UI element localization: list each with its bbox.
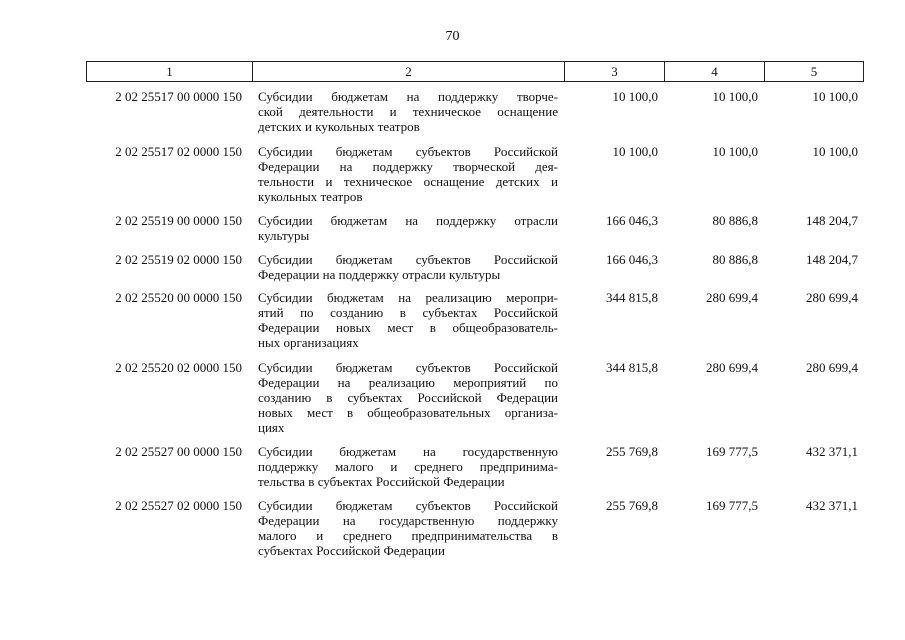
revenue-name-line: Федерации новых мест в общеобразователь- <box>258 320 558 335</box>
revenue-name <box>252 444 564 489</box>
table-row <box>86 360 864 435</box>
amount-col-5: 432 371,1 <box>806 498 858 513</box>
budget-code: 2 02 25519 02 0000 150 <box>115 252 242 267</box>
amount-col-3: 255 769,8 <box>606 498 658 513</box>
amount-col-3: 344 815,8 <box>606 290 658 305</box>
amount-col-4: 280 699,4 <box>706 290 758 305</box>
revenue-name-line: Субсидии бюджетам субъектов Российской <box>258 252 558 267</box>
revenue-name-line: малого и среднего предпринимательства в <box>258 528 558 543</box>
amount-col-4: 10 100,0 <box>712 89 758 104</box>
revenue-name-line: детских и кукольных театров <box>258 119 420 134</box>
revenue-name-line: Субсидии бюджетам на реализацию меропри- <box>258 290 558 305</box>
revenue-name-line: Субсидии бюджетам субъектов Российской <box>258 144 558 159</box>
table-header <box>86 61 864 82</box>
table-body <box>86 89 864 567</box>
revenue-name-line: Субсидии бюджетам на государственную <box>258 444 558 459</box>
amount-col-3: 166 046,3 <box>606 252 658 267</box>
amount-col-3: 255 769,8 <box>606 444 658 459</box>
budget-code: 2 02 25517 00 0000 150 <box>115 89 242 104</box>
revenue-name-line: Федерации на поддержку творческой дея- <box>258 159 558 174</box>
revenue-name-line: поддержку малого и среднего предпринима- <box>258 459 558 474</box>
revenue-name-line: Субсидии бюджетам на поддержку творче- <box>258 89 558 104</box>
revenue-name <box>252 360 564 435</box>
budget-code: 2 02 25527 02 0000 150 <box>115 498 242 513</box>
amount-col-3: 166 046,3 <box>606 213 658 228</box>
amount-col-3: 344 815,8 <box>606 360 658 375</box>
revenue-name-line: ных организациях <box>258 335 359 350</box>
revenue-name-line: Федерации на государственную поддержку <box>258 513 558 528</box>
header-col-5: 5 <box>810 64 818 79</box>
revenue-name <box>252 252 564 282</box>
amount-col-5: 280 699,4 <box>806 290 858 305</box>
revenue-name <box>252 290 564 350</box>
table-row <box>86 498 864 558</box>
revenue-name <box>252 89 564 134</box>
revenue-name <box>252 498 564 558</box>
page-number: 70 <box>445 29 460 44</box>
amount-col-5: 432 371,1 <box>806 444 858 459</box>
header-col-3: 3 <box>565 62 665 81</box>
header-col-4: 4 <box>665 62 765 81</box>
amount-col-5: 280 699,4 <box>806 360 858 375</box>
revenue-name-line: циях <box>258 420 285 435</box>
table-row <box>86 444 864 489</box>
amount-col-4: 80 886,8 <box>712 252 758 267</box>
table-row <box>86 89 864 134</box>
revenue-name-line: кукольных театров <box>258 189 363 204</box>
revenue-name-line: Субсидии бюджетам на поддержку отрасли <box>258 213 558 228</box>
revenue-name-line: Субсидии бюджетам субъектов Российской <box>258 360 558 375</box>
budget-code: 2 02 25527 00 0000 150 <box>115 444 242 459</box>
amount-col-3: 10 100,0 <box>612 144 658 159</box>
amount-col-3: 10 100,0 <box>612 89 658 104</box>
table-row <box>86 144 864 204</box>
header-col-2: 2 <box>253 62 565 81</box>
revenue-name-line: Субсидии бюджетам субъектов Российской <box>258 498 558 513</box>
revenue-name-line: Федерации на поддержку отрасли культуры <box>258 267 501 282</box>
revenue-name-line: тельства в субъектах Российской Федерации <box>258 474 505 489</box>
budget-code: 2 02 25519 00 0000 150 <box>115 213 242 228</box>
amount-col-4: 80 886,8 <box>712 213 758 228</box>
revenue-name-line: новых мест в общеобразовательных организа- <box>258 405 558 420</box>
budget-code: 2 02 25517 02 0000 150 <box>115 144 242 159</box>
revenue-name-line: тельности и техническое оснащение детских и <box>258 174 558 189</box>
revenue-name-line: Федерации на реализацию мероприятий по <box>258 375 558 390</box>
revenue-name-line: ской деятельности и техническое оснащение <box>258 104 558 119</box>
table-row <box>86 252 864 282</box>
revenue-name-line: созданию в субъектах Российской Федерации <box>258 390 558 405</box>
budget-code: 2 02 25520 02 0000 150 <box>115 360 242 375</box>
revenue-name-line: субъектах Российской Федерации <box>258 543 445 558</box>
amount-col-4: 169 777,5 <box>706 444 758 459</box>
revenue-name <box>252 144 564 204</box>
amount-col-4: 280 699,4 <box>706 360 758 375</box>
amount-col-5: 10 100,0 <box>812 89 858 104</box>
revenue-name-line: культуры <box>258 228 310 243</box>
table-row <box>86 213 864 243</box>
amount-col-5: 148 204,7 <box>806 252 858 267</box>
header-col-1: 1 <box>87 62 253 81</box>
amount-col-5: 10 100,0 <box>812 144 858 159</box>
amount-col-4: 169 777,5 <box>706 498 758 513</box>
amount-col-4: 10 100,0 <box>712 144 758 159</box>
revenue-name-line: ятий по созданию в субъектах Российской <box>258 305 558 320</box>
amount-col-5: 148 204,7 <box>806 213 858 228</box>
table-row <box>86 290 864 350</box>
revenue-name <box>252 213 564 243</box>
budget-code: 2 02 25520 00 0000 150 <box>115 290 242 305</box>
